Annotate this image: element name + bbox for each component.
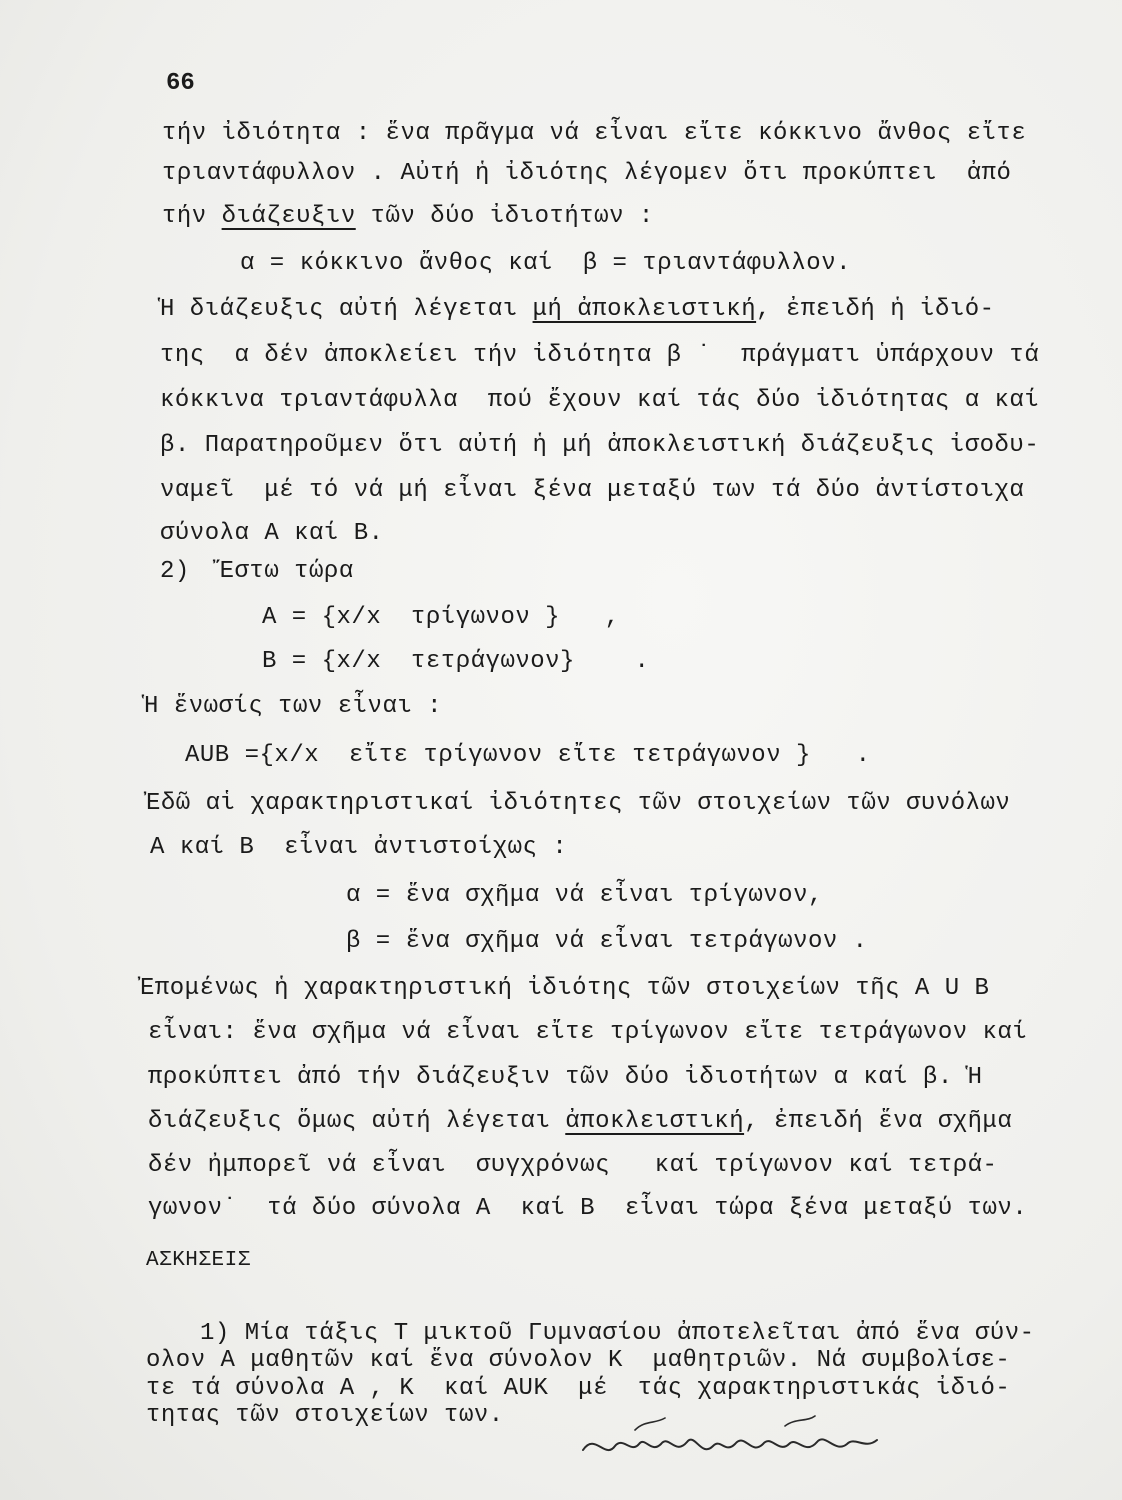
handwritten-signature [575,1410,885,1470]
exercise-1-line-1: 1) Μία τάξις Τ μικτοῦ Γυμνασίου ἀποτελεῖται ἀπό ἕνα σύν- [200,1320,1035,1347]
exercise-1-line-3: τε τά σύνολα Α , Κ καί ΑUΚ μέ τάς χαρακτηριστικάς ἰδιό- [146,1375,1011,1402]
union-intro: Ἡ ἕνωσίς των εἶναι : [144,693,443,720]
underlined-term-exclusive: ἀποκλειστική [565,1108,745,1135]
exercise-1-line-2: ολον Α μαθητῶν καί ἕνα σύνολον Κ μαθητριῶν. Νά συμβολίσε- [146,1347,1011,1374]
text-run: τῶν δύο ἰδιοτήτων : [355,203,654,230]
union-definition: ΑUΒ ={x/x εἴτε τρίγωνον εἴτε τετράγωνον } . [185,742,871,769]
text-line-17: Α καί Β εἶναι ἀντιστοίχως : [150,834,568,861]
set-a-definition: Α = {x/x τρίγωνον } , [262,604,620,631]
text-line-8: β. Παρατηροῦμεν ὅτι αὐτή ἡ μή ἀποκλειστική διάζευξις ἰσοδυ- [160,432,1040,459]
text-line-10: σύνολα Α καί Β. [160,520,384,547]
text-run: διάζευξις ὅμως αὐτή λέγεται [148,1108,566,1135]
text-line-7: κόκκινα τριαντάφυλλα πού ἔχουν καί τάς δύο ἰδιότητας α καί [160,387,1040,414]
text-line-3 [162,203,654,230]
text-line-21: εἶναι: ἕνα σχῆμα νά εἶναι εἴτε τρίγωνον εἴτε τετράγωνον καί [148,1019,1028,1046]
property-alpha: α = ἕνα σχῆμα νά εἶναι τρίγωνον, [346,882,823,909]
text-line-9: ναμεῖ μέ τό νά μή εἶναι ξένα μεταξύ των τά δύο ἀντίστοιχα [160,477,1025,504]
text-line-1: τήν ἰδιότητα : ἕνα πρᾶγμα νά εἶναι εἴτε κόκκινο ἄνθος εἴτε [162,120,1027,147]
set-b-definition: Β = {x/x τετράγωνον} . [262,648,650,675]
example-2-heading: 2) Ἔστω τώρα [160,558,354,585]
text-run: , ἐπειδή ἕνα σχῆμα [744,1108,1013,1135]
text-run: Ἡ διάζευξις αὐτή λέγεται [160,296,533,323]
text-line-22: προκύπτει ἀπό τήν διάζευξιν τῶν δύο ἰδιοτήτων α καί β. Ἡ [148,1064,983,1091]
text-run: τήν [162,203,222,230]
exercise-1-line-4: τητας τῶν στοιχείων των. [146,1402,504,1429]
underlined-term-diazeuxin: διάζευξιν [221,203,356,230]
text-line-5 [160,296,995,323]
text-line-2: τριαντάφυλλον . Αὐτή ἡ ἰδιότης λέγομεν ὅτι προκύπτει ἀπό [162,160,1012,187]
text-line-25: γωνον˙ τά δύο σύνολα Α καί Β εἶναι τώρα ξένα μεταξύ των. [148,1195,1028,1222]
page-number: 66 [166,70,195,97]
text-run: , ἐπειδή ἡ ἰδιό- [756,296,995,323]
exercises-heading: ΑΣΚΗΣΕΙΣ [146,1249,251,1272]
text-line-20: Ἐπομένως ἡ χαρακτηριστική ἰδιότης τῶν στοιχείων τῆς Α U Β [140,975,990,1002]
property-definitions: α = κόκκινο ἄνθος καί β = τριαντάφυλλον. [240,250,851,277]
text-line-6: της α δέν ἀποκλείει τήν ἰδιότητα β ˙ πράγματι ὑπάρχουν τά [160,342,1040,369]
underlined-term-non-exclusive: μή ἀποκλειστική [532,296,757,323]
text-line-23 [148,1108,1012,1135]
property-beta: β = ἕνα σχῆμα νά εἶναι τετράγωνον . [346,928,868,955]
text-line-24: δέν ἠμπορεῖ νά εἶναι συγχρόνως καί τρίγωνον καί τετρά- [148,1152,998,1179]
text-line-16: Ἐδῶ αἱ χαρακτηριστικαί ἰδιότητες τῶν στοιχείων τῶν συνόλων [146,790,1011,817]
